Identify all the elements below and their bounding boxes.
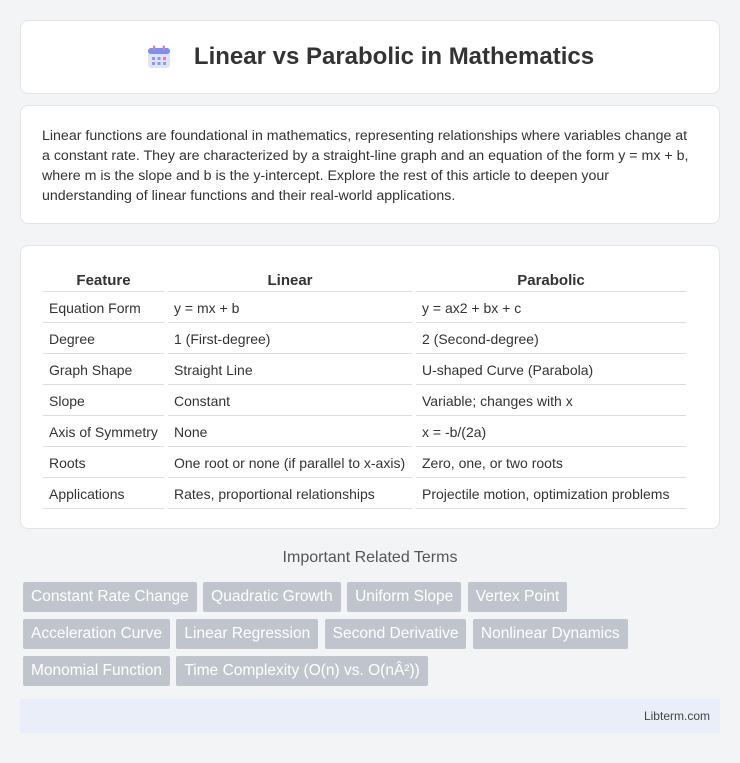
related-term-tag[interactable]: Nonlinear Dynamics <box>473 619 628 649</box>
related-term-tag[interactable]: Linear Regression <box>176 619 318 649</box>
table-cell: Degree <box>43 325 164 354</box>
table-cell: Zero, one, or two roots <box>416 449 686 478</box>
column-header: Feature <box>43 270 164 292</box>
calendar-icon <box>146 44 172 70</box>
table-cell: Slope <box>43 387 164 416</box>
table-cell: One root or none (if parallel to x-axis) <box>168 449 412 478</box>
related-term-tag[interactable]: Uniform Slope <box>347 582 461 612</box>
intro-text: Linear functions are foundational in mathematics, representing relationships where variables change at a constant rate. They are characterized by a straight-line graph and an equation of the form y = mx + b, where m is the slope and b is the y-intercept. Explore the rest of this article to deepen your understanding of linear functions and their real-world applications. <box>42 128 689 204</box>
table-row <box>43 480 686 509</box>
table-row <box>43 418 686 447</box>
table-cell: Equation Form <box>43 294 164 323</box>
table-cell: y = ax2 + bx + c <box>416 294 686 323</box>
table-cell: Constant <box>168 387 412 416</box>
table-cell: U-shaped Curve (Parabola) <box>416 356 686 385</box>
table-row <box>43 387 686 416</box>
related-term-tag[interactable]: Acceleration Curve <box>23 619 170 649</box>
table-cell: 1 (First-degree) <box>168 325 412 354</box>
comparison-table <box>39 268 690 511</box>
header-card <box>20 20 720 94</box>
related-term-tag[interactable]: Constant Rate Change <box>23 582 197 612</box>
table-cell: Roots <box>43 449 164 478</box>
table-cell: Applications <box>43 480 164 509</box>
intro-card <box>20 105 720 224</box>
table-cell: None <box>168 418 412 447</box>
table-row <box>43 356 686 385</box>
footer <box>20 699 720 733</box>
related-term-tag[interactable]: Quadratic Growth <box>203 582 340 612</box>
table-cell: x = -b/(2a) <box>416 418 686 447</box>
related-terms-list <box>23 582 723 693</box>
table-cell: Rates, proportional relationships <box>168 480 412 509</box>
column-header: Parabolic <box>416 270 686 292</box>
related-terms-title: Important Related Terms <box>282 549 458 566</box>
table-cell: Projectile motion, optimization problems <box>416 480 686 509</box>
table-cell: 2 (Second-degree) <box>416 325 686 354</box>
page-title: Linear vs Parabolic in Mathematics <box>193 43 595 70</box>
comparison-card <box>20 245 720 529</box>
related-term-tag[interactable]: Monomial Function <box>23 656 170 686</box>
table-cell: Graph Shape <box>43 356 164 385</box>
table-cell: y = mx + b <box>168 294 412 323</box>
table-row <box>43 449 686 478</box>
table-header-row <box>43 270 686 292</box>
related-term-tag[interactable]: Time Complexity (O(n) vs. O(nÂ²)) <box>176 656 427 686</box>
table-cell: Variable; changes with x <box>416 387 686 416</box>
footer-brand[interactable]: Libterm.com <box>643 709 710 723</box>
column-header: Linear <box>168 270 412 292</box>
related-term-tag[interactable]: Second Derivative <box>325 619 467 649</box>
table-cell: Straight Line <box>168 356 412 385</box>
related-term-tag[interactable]: Vertex Point <box>468 582 568 612</box>
table-cell: Axis of Symmetry <box>43 418 164 447</box>
table-row <box>43 294 686 323</box>
table-row <box>43 325 686 354</box>
